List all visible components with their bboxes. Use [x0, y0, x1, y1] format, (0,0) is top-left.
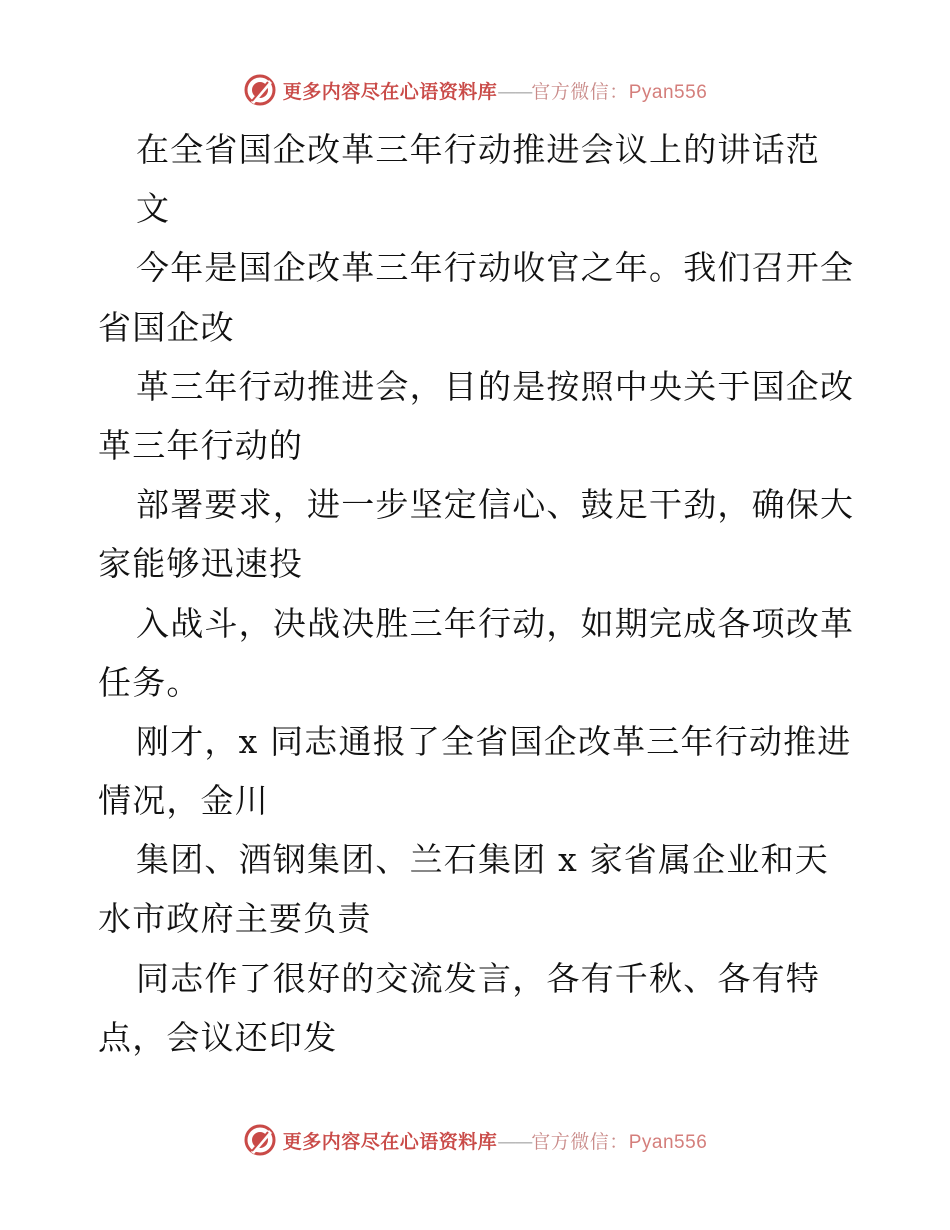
header-banner	[0, 70, 950, 110]
text-line: 革三年行动推进会，目的是按照中央关于国企改	[136, 366, 855, 406]
text-line: 文	[136, 189, 171, 229]
quill-seal-logo-icon	[243, 73, 277, 107]
text-line: 水市政府主要负责	[98, 899, 372, 939]
text-line: 革三年行动的	[98, 425, 304, 465]
text-line: 集团、酒钢集团、兰石集团 x 家省属企业和天	[136, 840, 829, 880]
banner-lead: 更多内容尽在心语资料库	[282, 80, 498, 103]
text-line: 点，会议还印发	[98, 1017, 338, 1057]
banner-lead: 更多内容尽在心语资料库	[282, 1130, 498, 1153]
banner-rest: 官方微信：	[531, 80, 629, 103]
banner-text	[283, 1127, 708, 1154]
text-line: 入战斗，决战决胜三年行动，如期完成各项改革	[136, 603, 855, 643]
banner-rest: 官方微信：	[531, 1130, 629, 1153]
banner-separator: —	[497, 80, 515, 103]
banner-account: Pyan556	[628, 1131, 708, 1153]
banner-separator-2: —	[514, 80, 532, 103]
text-line: 在全省国企改革三年行动推进会议上的讲话范	[136, 130, 820, 169]
text-line: 情况，金川	[98, 781, 269, 821]
document-body	[98, 120, 858, 1067]
banner-account: Pyan556	[628, 81, 708, 103]
banner-separator: —	[497, 1130, 515, 1153]
text-line: 今年是国企改革三年行动收官之年。我们召开全	[136, 248, 855, 288]
text-line: 家能够迅速投	[98, 544, 304, 584]
text-line: 部署要求，进一步坚定信心、鼓足干劲，确保大	[136, 485, 855, 525]
text-line: 同志作了很好的交流发言，各有千秋、各有特	[136, 958, 820, 998]
banner-separator-2: —	[514, 1130, 532, 1153]
text-line: 省国企改	[98, 307, 235, 347]
banner-text	[283, 77, 708, 104]
text-line: 刚才，x 同志通报了全省国企改革三年行动推进	[136, 721, 852, 761]
quill-seal-logo-icon	[243, 1123, 277, 1157]
text-line: 任务。	[98, 662, 201, 702]
footer-banner	[0, 1120, 950, 1160]
